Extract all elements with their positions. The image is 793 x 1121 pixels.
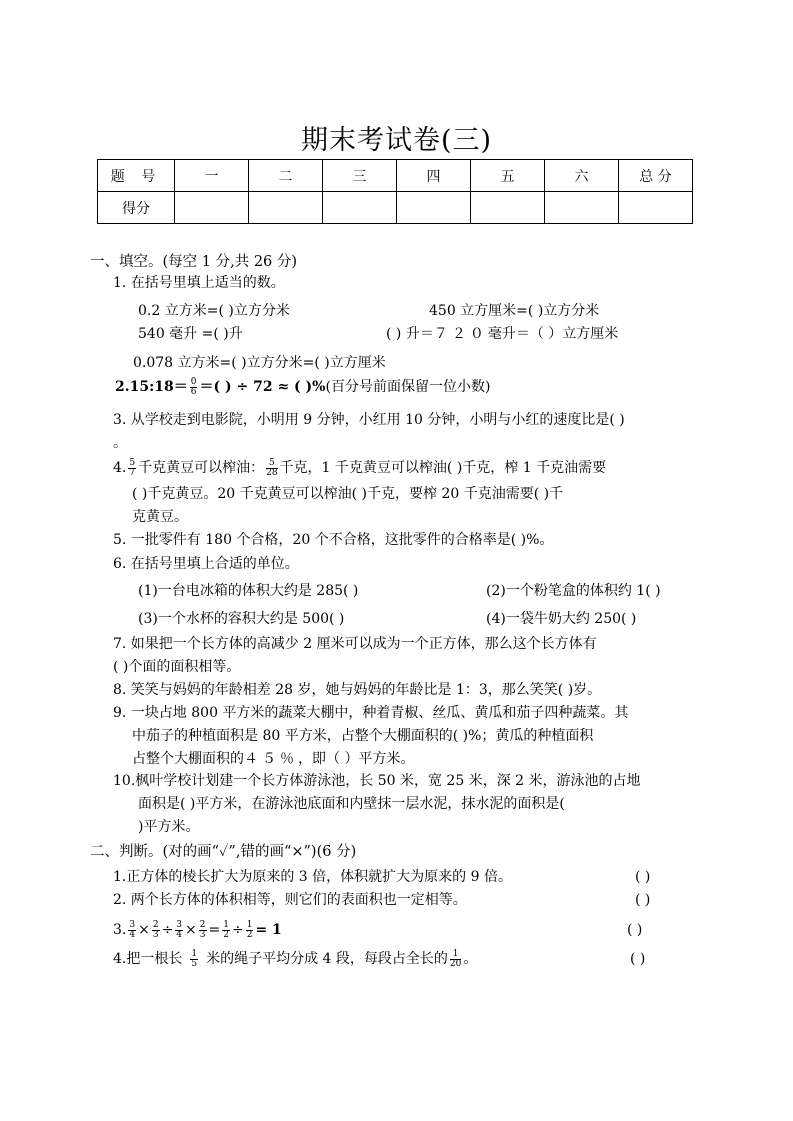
q1-item-a: 0.2 立方米=( )立方分米 (138, 303, 290, 319)
section2-heading: 二、判断。(对的画“✓”,错的画“×”)(6 分) (90, 844, 357, 860)
fraction-denominator: 20 (449, 958, 462, 969)
judge-q4-pre: 4.把一根长 (113, 951, 183, 967)
q2-note: (百分号前面保留一位小数) (325, 379, 491, 395)
q4-fraction-1-denominator: 7 (129, 467, 136, 478)
q4-line3: 克黄豆。 (132, 509, 188, 525)
q1-item-d-pre: ( ) 升＝ (386, 326, 434, 342)
q4-fraction-1 (128, 459, 136, 478)
q5-line: 5. 一批零件有 180 个合格，20 个不合格，这批零件的合格率是( )%。 (113, 532, 554, 548)
q2-rest: ＝( ) ÷ 72 ≈ ( )% (199, 379, 326, 395)
fraction-denominator: 3 (152, 929, 159, 940)
judge-q1-text: 1.正方体的棱长扩大为原来的 3 倍，体积就扩大为原来的 9 倍。 (113, 869, 512, 885)
fraction-numerator: 2 (152, 919, 159, 930)
score-header-cell: 四 (397, 160, 471, 192)
score-input-cell[interactable] (249, 192, 323, 224)
q9-line3-post: ，即（ ）平方米。 (298, 751, 415, 767)
judge-q2-text: 2. 两个长方体的体积相等，则它们的表面积也一定相等。 (113, 892, 467, 908)
score-header-cell: 题 号 (98, 160, 175, 192)
q3-line1: 3. 从学校走到电影院，小明用 9 分钟，小红用 10 分钟，小明与小红的速度比是( ) (113, 412, 625, 428)
q9-line2: 中茄子的种植面积是 80 平方米，占整个大棚面积的( )%；黄瓜的种植面积 (132, 728, 594, 744)
judge-q3-fraction (152, 921, 160, 940)
fraction-denominator: 4 (129, 929, 136, 940)
fraction-denominator: 3 (199, 929, 206, 940)
q2-line (115, 377, 490, 397)
judge-q4-answer[interactable]: ( ) (630, 951, 646, 967)
judge-q3-fraction (222, 921, 230, 940)
score-header-cell: 总 分 (619, 160, 693, 192)
judge-q3-fraction (246, 921, 254, 940)
score-input-cell[interactable] (397, 192, 471, 224)
judge-q3-number: 3. (113, 922, 127, 938)
score-header-cell: 五 (471, 160, 545, 192)
q1-item-e: 0.078 立方米=( )立方分米=( )立方厘米 (133, 355, 386, 371)
q1-stem: 1. 在括号里填上适当的数。 (113, 275, 285, 291)
q9-line3-pre: 占整个大棚面积的 (132, 751, 244, 767)
fraction-numerator: 1 (450, 950, 461, 960)
q4-line1 (113, 458, 606, 478)
operator: ÷ (231, 922, 244, 938)
fraction-numerator: 1 (191, 948, 198, 959)
judge-q1-answer[interactable]: ( ) (635, 869, 651, 885)
judge-q3-fraction (199, 921, 207, 940)
q8-line: 8. 笑笑与妈妈的年龄相差 28 岁，她与妈妈的年龄比是 1：3，那么笑笑( )岁。 (113, 682, 602, 698)
score-input-cell[interactable] (545, 192, 619, 224)
q9-line3 (132, 749, 414, 769)
score-header-cell: 一 (175, 160, 249, 192)
score-input-cell[interactable] (323, 192, 397, 224)
operator: × (138, 922, 150, 938)
judge-q3-fraction (175, 921, 183, 940)
score-input-cell[interactable] (175, 192, 249, 224)
score-header-cell: 二 (249, 160, 323, 192)
score-table-score-row (98, 192, 693, 224)
q7-line1: 7. 如果把一个长方体的高减少 2 厘米可以成为一个正方体，那么这个长方体有 (113, 636, 597, 652)
score-header-cell: 六 (545, 160, 619, 192)
score-row-label: 得分 (98, 192, 175, 224)
q9-line1: 9. 一块占地 800 平方米的蔬菜大棚中，种着青椒、丝瓜、黄瓜和茄子四种蔬菜。其 (113, 705, 629, 721)
q3-line2: 。 (113, 435, 127, 451)
q4-text-1: 千克黄豆可以榨油： (138, 460, 265, 476)
q1-item-d-number: ７２０ (433, 326, 488, 342)
judge-q3-answer[interactable]: ( ) (627, 922, 643, 938)
q1-item-d (386, 324, 618, 344)
q6-item-1: (1)一台电冰箱的体积大约是 285( ) (138, 583, 359, 599)
score-table-header-row (98, 160, 693, 192)
page-title: 期末考试卷(三) (300, 125, 493, 156)
judge-q2-answer[interactable]: ( ) (635, 892, 651, 908)
q2-lead: 2.15:18＝ (115, 379, 188, 395)
fraction-numerator: 3 (129, 919, 136, 930)
q9-percent: ４５％ (244, 751, 298, 767)
q4-fraction-2 (266, 459, 277, 478)
q2-fraction-numerator: 0 (190, 376, 197, 387)
q1-item-d-post: 毫升＝（ ）立方厘米 (487, 326, 619, 342)
q2-fraction (190, 378, 198, 397)
fraction-denominator: 4 (176, 929, 183, 940)
q6-item-4: (4)一袋牛奶大约 250( ) (486, 611, 637, 627)
operator: = (208, 922, 221, 938)
q7-line2: ( )个面的面积相等。 (113, 659, 241, 675)
q6-stem: 6. 在括号里填上合适的单位。 (113, 556, 299, 572)
score-header-cell: 三 (323, 160, 397, 192)
fraction-denominator: 2 (223, 929, 229, 940)
q10-line1: 10.枫叶学校计划建一个长方体游泳池，长 50 米，宽 25 米，深 2 米，游泳池的占地 (113, 773, 641, 789)
judge-q4-mid: 米的绳子平均分成 4 段，每段占全长的 (206, 951, 448, 967)
q10-line2: 面积是( )平方米，在游泳池底面和内壁抹一层水泥，抹水泥的面积是( (138, 796, 565, 812)
q1-item-c: 540 毫升 =( )升 (138, 326, 243, 342)
score-input-cell[interactable] (471, 192, 545, 224)
q1-item-b: 450 立方厘米=( )立方分米 (429, 303, 600, 319)
judge-q3-result: = 1 (255, 922, 282, 938)
section1-heading: 一、填空。(每空 1 分,共 26 分) (90, 254, 298, 270)
fraction-numerator: 2 (199, 919, 206, 930)
judge-q4-text (113, 949, 477, 969)
q6-item-3: (3)一个水杯的容积大约是 500( ) (138, 611, 345, 627)
q4-number: 4. (113, 460, 127, 476)
fraction-numerator: 1 (223, 919, 229, 930)
q4-fraction-2-numerator: 5 (266, 459, 277, 469)
fraction-denominator: 2 (246, 929, 253, 940)
q4-fraction-2-denominator: 28 (266, 467, 278, 478)
fraction-numerator: 3 (176, 919, 183, 930)
fraction-denominator: 5 (191, 958, 198, 969)
judge-q4-fraction-1 (190, 950, 198, 969)
q4-text-2: 千克，1 千克黄豆可以榨油( )千克，榨 1 千克油需要 (279, 460, 607, 476)
judge-q3-expression (113, 920, 282, 940)
operator: × (185, 922, 197, 938)
score-table (97, 159, 693, 224)
q2-fraction-denominator: 6 (190, 386, 197, 397)
q4-fraction-1-numerator: 5 (129, 457, 136, 468)
q10-line3: )平方米。 (138, 819, 200, 835)
q4-line2: ( )千克黄豆。20 千克黄豆可以榨油( )千克，要榨 20 千克油需要( )千 (132, 486, 564, 502)
judge-q3-fraction (128, 921, 136, 940)
operator: ÷ (161, 922, 174, 938)
score-input-cell[interactable] (619, 192, 693, 224)
judge-q4-post: 。 (463, 951, 478, 967)
fraction-numerator: 1 (246, 919, 253, 930)
q6-item-2: (2)一个粉笔盒的体积约 1( ) (486, 583, 661, 599)
judge-q4-fraction-2 (450, 950, 461, 969)
